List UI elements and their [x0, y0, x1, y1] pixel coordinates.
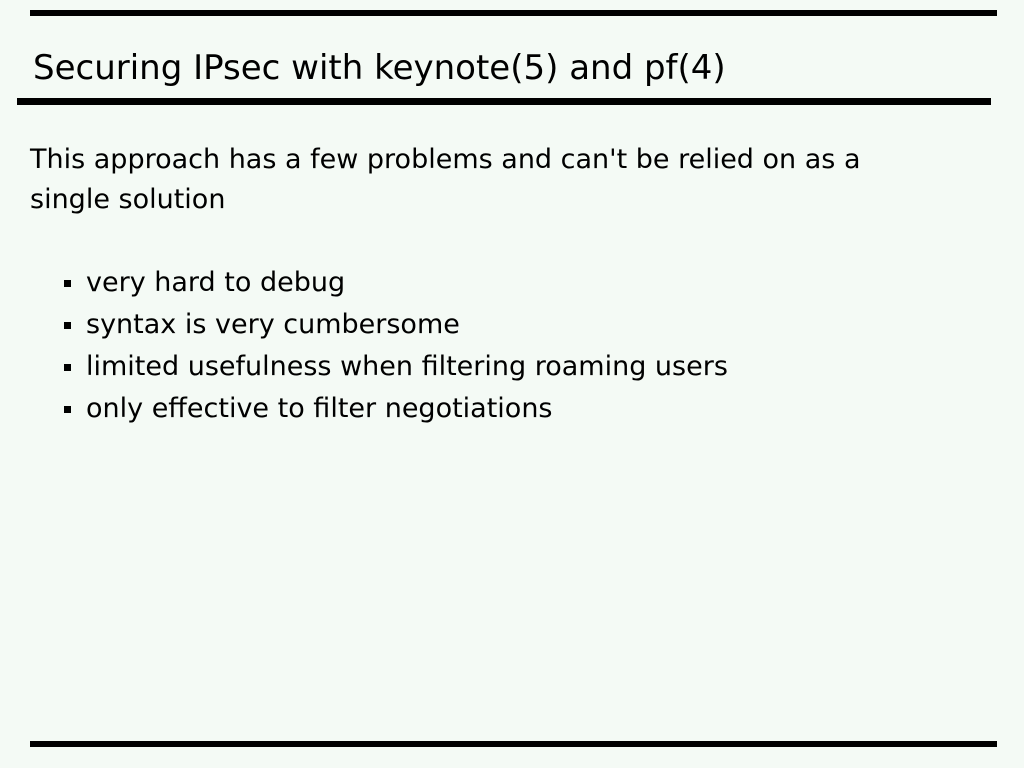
page-title: Securing IPsec with keynote(5) and pf(4) [33, 48, 726, 88]
bullet-item [64, 304, 728, 346]
bullet-item [64, 388, 728, 430]
bullet-item [64, 346, 728, 388]
bullet-text: limited usefulness when filtering roaming users [86, 351, 728, 382]
bullet-square-icon [64, 406, 71, 413]
bullet-text: syntax is very cumbersome [86, 309, 460, 340]
bullet-text: only effective to filter negotiations [86, 393, 553, 424]
bullet-list [64, 262, 728, 430]
bullet-square-icon [64, 322, 71, 329]
bullet-square-icon [64, 364, 71, 371]
bullet-item [64, 262, 728, 304]
top-rule [30, 10, 997, 16]
bottom-rule [30, 741, 997, 747]
title-underline [17, 98, 991, 105]
intro-text: This approach has a few problems and can't be relied on as a single solution [30, 144, 861, 215]
bullet-text: very hard to debug [86, 267, 346, 298]
bullet-square-icon [64, 280, 71, 287]
